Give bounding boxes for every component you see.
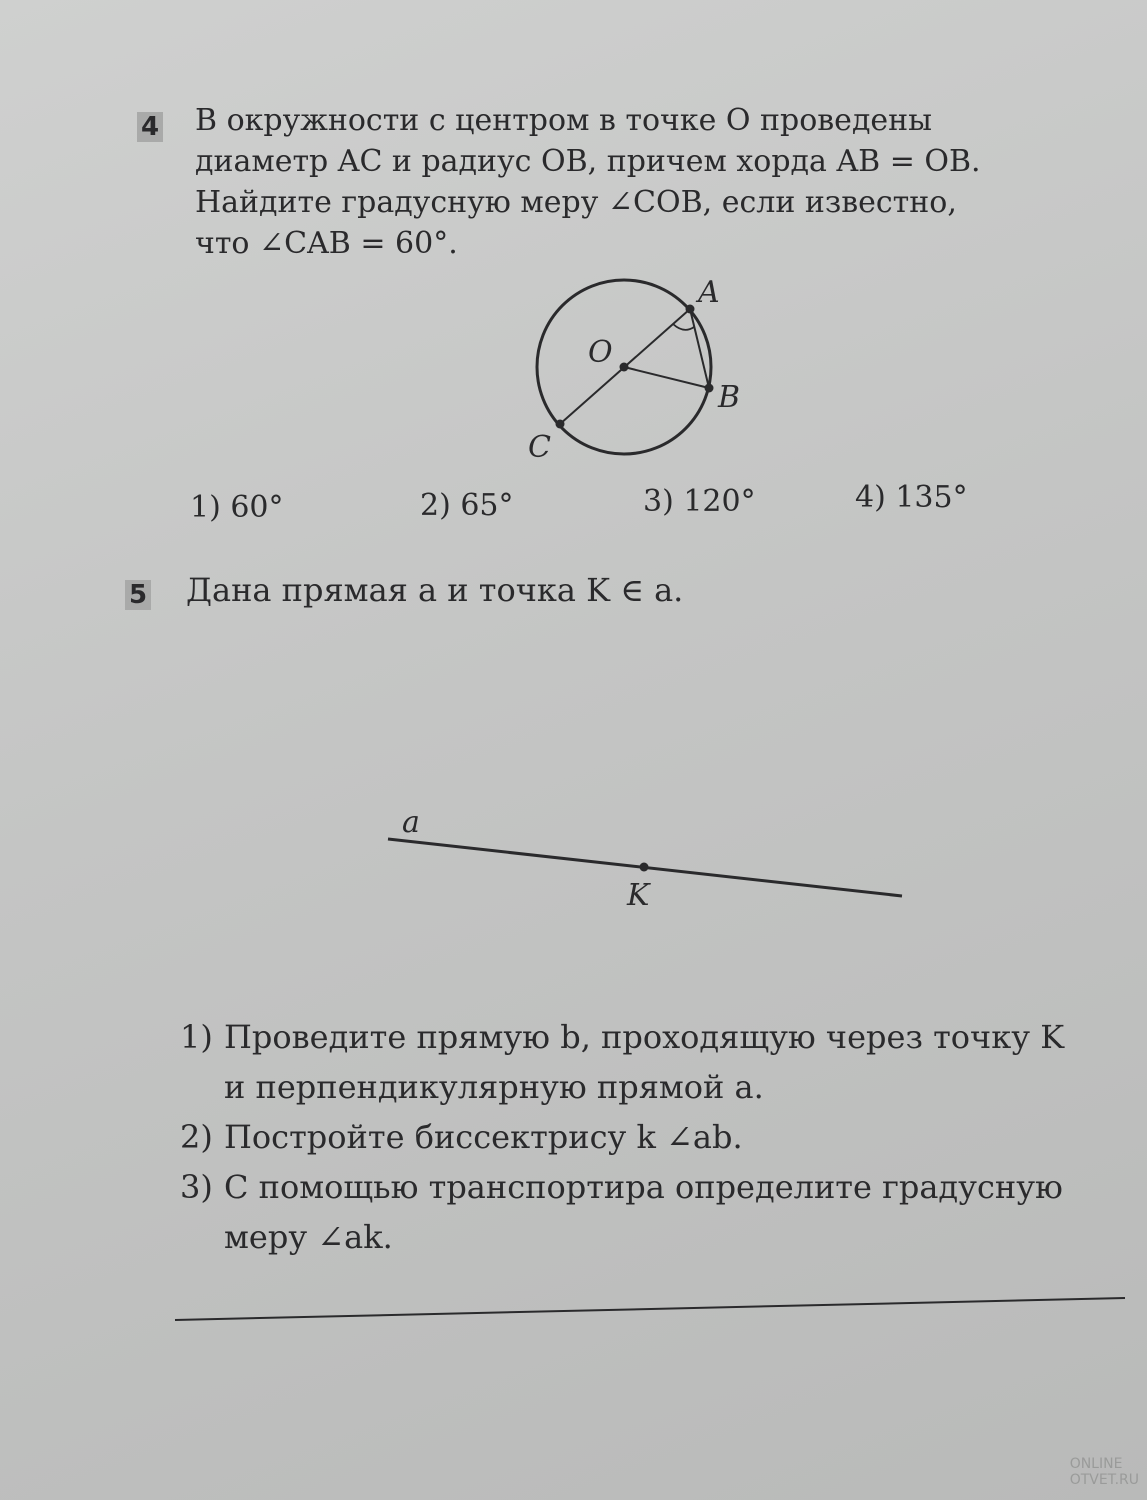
answer-line: [175, 1298, 1125, 1320]
problem-5-text: Дана прямая a и точка K ∈ a.: [186, 571, 684, 609]
line-figure: [388, 805, 902, 913]
task-2-line-1: Постройте биссектрису k ∠ab.: [224, 1118, 743, 1156]
problem-4-number: 4: [137, 112, 163, 142]
label-a: a: [402, 805, 420, 840]
label-A: A: [698, 275, 720, 310]
task-3-line-2: меру ∠ak.: [224, 1218, 393, 1256]
circle-figure: [528, 275, 740, 465]
task-1: [180, 1012, 1120, 1112]
point-A: [686, 305, 695, 314]
watermark: [1070, 1456, 1139, 1488]
point-B: [705, 384, 714, 393]
problem-4-line-2: диаметр AC и радиус OB, причем хорда AB = OB.: [195, 144, 981, 179]
watermark-line-2: OTVET.RU: [1069, 1472, 1139, 1488]
problem-4-line-4: что ∠CAB = 60°.: [195, 226, 458, 261]
answer-option-2: 2) 65°: [420, 488, 514, 523]
label-B: B: [718, 380, 741, 415]
label-K: K: [627, 878, 650, 913]
task-3: [180, 1162, 1120, 1262]
task-2: [180, 1112, 1120, 1162]
point-C: [556, 420, 565, 429]
task-3-number: 3): [180, 1168, 213, 1206]
task-2-number: 2): [180, 1118, 213, 1156]
problem-5-number: 5: [125, 580, 151, 610]
problem-5-tasks: [180, 1012, 1120, 1262]
task-1-line-2: и перпендикулярную прямой a.: [224, 1068, 764, 1106]
answer-option-3: 3) 120°: [643, 484, 756, 519]
answer-option-4: 4) 135°: [855, 480, 968, 515]
task-1-line-1: Проведите прямую b, проходящую через точку K: [224, 1018, 1065, 1056]
point-O: [620, 363, 629, 372]
label-O: O: [588, 335, 613, 370]
point-K: [640, 863, 649, 872]
task-3-line-1: С помощью транспортира определите градусную: [224, 1168, 1063, 1206]
label-C: C: [528, 430, 551, 465]
radius-OB: [624, 367, 709, 388]
problem-4-line-1: В окружности с центром в точке O проведены: [195, 103, 933, 138]
answer-option-1: 1) 60°: [190, 490, 284, 525]
task-1-number: 1): [180, 1018, 213, 1056]
problem-4-line-3: Найдите градусную меру ∠COB, если известно,: [195, 185, 957, 220]
angle-arc-A: [673, 324, 694, 330]
watermark-line-1: ONLINE: [1069, 1456, 1123, 1472]
